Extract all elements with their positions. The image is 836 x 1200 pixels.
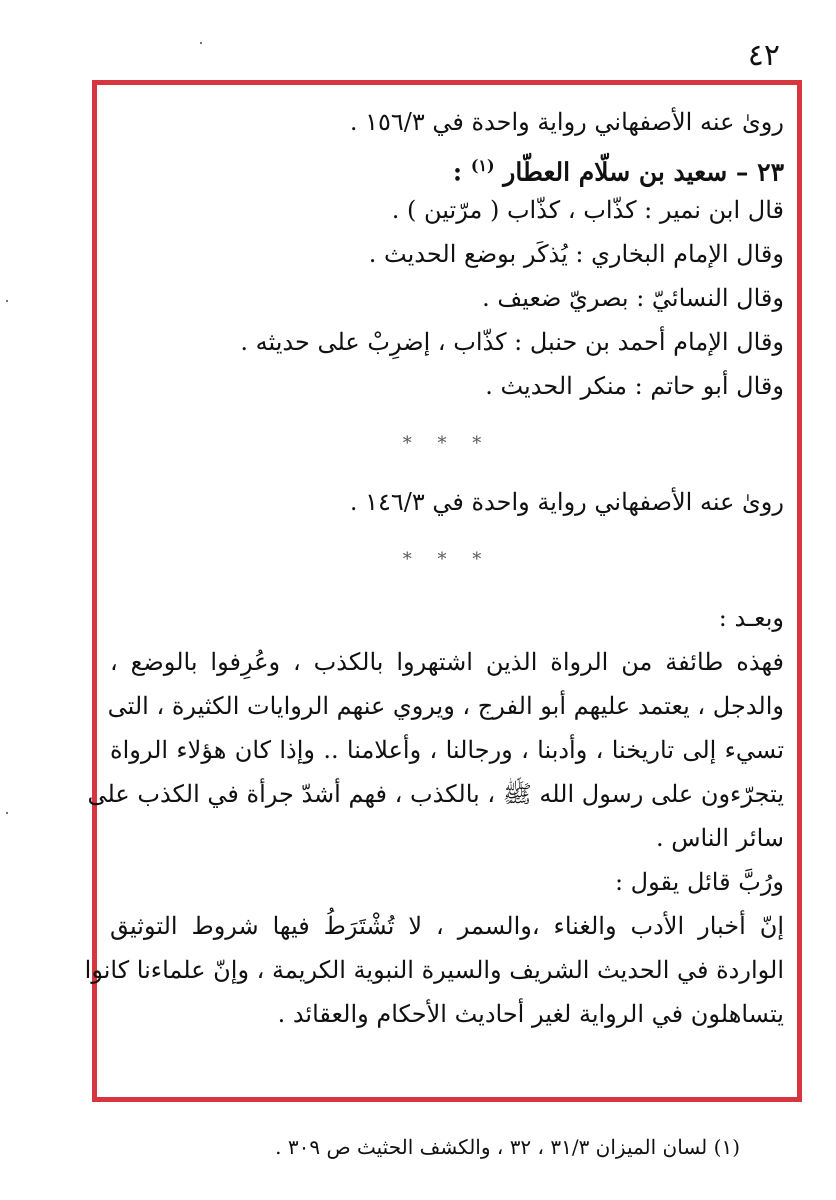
paragraph1-line-2: والدجل ، يعتمد عليهم أبو الفرج ، ويروي عنهم الروايات الكثيرة ، التى	[107, 692, 784, 720]
footnote: (١) لسان الميزان ٣١/٣ ، ٣٢ ، والكشف الحثيث ص ٣٠٩ .	[275, 1135, 740, 1159]
saying-3: وقال النسائيّ : بصريّ ضعيف .	[482, 284, 784, 312]
paragraph2-line-3: يتساهلون في الرواية لغير أحاديث الأحكام والعقائد .	[277, 1000, 784, 1028]
paragraph1-line-5: سائر الناس .	[655, 824, 784, 852]
previous-entry-narration: رویٰ عنه الأصفهاني رواية واحدة في ١٥٦/٣ .	[349, 108, 784, 136]
paragraph1-line-3: تسيء إلى تاريخنا ، وأدبنا ، ورجالنا ، وأعلامنا .. وإذا كان هؤلاء الرواة	[110, 736, 784, 764]
paragraph2-line-2: الواردة في الحديث الشريف والسيرة النبوية الكريمة ، وإنّ علماءنا كانوا	[84, 956, 784, 984]
entry-narration: رویٰ عنه الأصفهاني رواية واحدة في ١٤٦/٣ .	[349, 488, 784, 516]
page-number: ٤٢	[747, 38, 780, 73]
page-body	[84, 100, 784, 1036]
scan-speck-1	[200, 42, 202, 44]
paragraph1-line-4: يتجرّءون على رسول الله ﷺ ، بالكذب ، فهم أشدّ جرأة في الكذب على	[87, 780, 784, 808]
objection-intro: ورُبَّ قائل يقول :	[614, 868, 784, 896]
saying-2: وقال الإمام البخاري : يُذكَر بوضع الحديث .	[368, 240, 784, 268]
section-separator-2: * * *	[402, 549, 492, 570]
entry-heading-colon: :	[452, 157, 463, 187]
entry-heading-title: ٢٣ – سعيد بن سلّام العطّار	[503, 157, 784, 187]
entry-heading	[110, 144, 784, 188]
scan-speck-3	[6, 812, 8, 814]
after-heading: وبعـد :	[718, 604, 784, 632]
section-separator: * * *	[402, 433, 492, 454]
scan-speck-2	[6, 300, 8, 302]
paragraph1-line-1: فهذه طائفة من الرواة الذين اشتهروا بالكذب ، وعُرِفوا بالوضع ،	[110, 648, 784, 676]
saying-5: وقال أبو حاتم : منكر الحديث .	[485, 372, 784, 400]
footnote-reference[interactable]: (١)	[470, 156, 495, 175]
saying-4: وقال الإمام أحمد بن حنبل : كذّاب ، إضرِبْ على حديثه .	[240, 328, 784, 356]
saying-1: قال ابن نمير : كذّاب ، كذّاب ( مرّتين ) .	[391, 196, 784, 224]
paragraph2-line-1: إنّ أخبار الأدب والغناء ،والسمر ، لا تُشْتَرَطُ فيها شروط التوثيق	[110, 912, 784, 940]
